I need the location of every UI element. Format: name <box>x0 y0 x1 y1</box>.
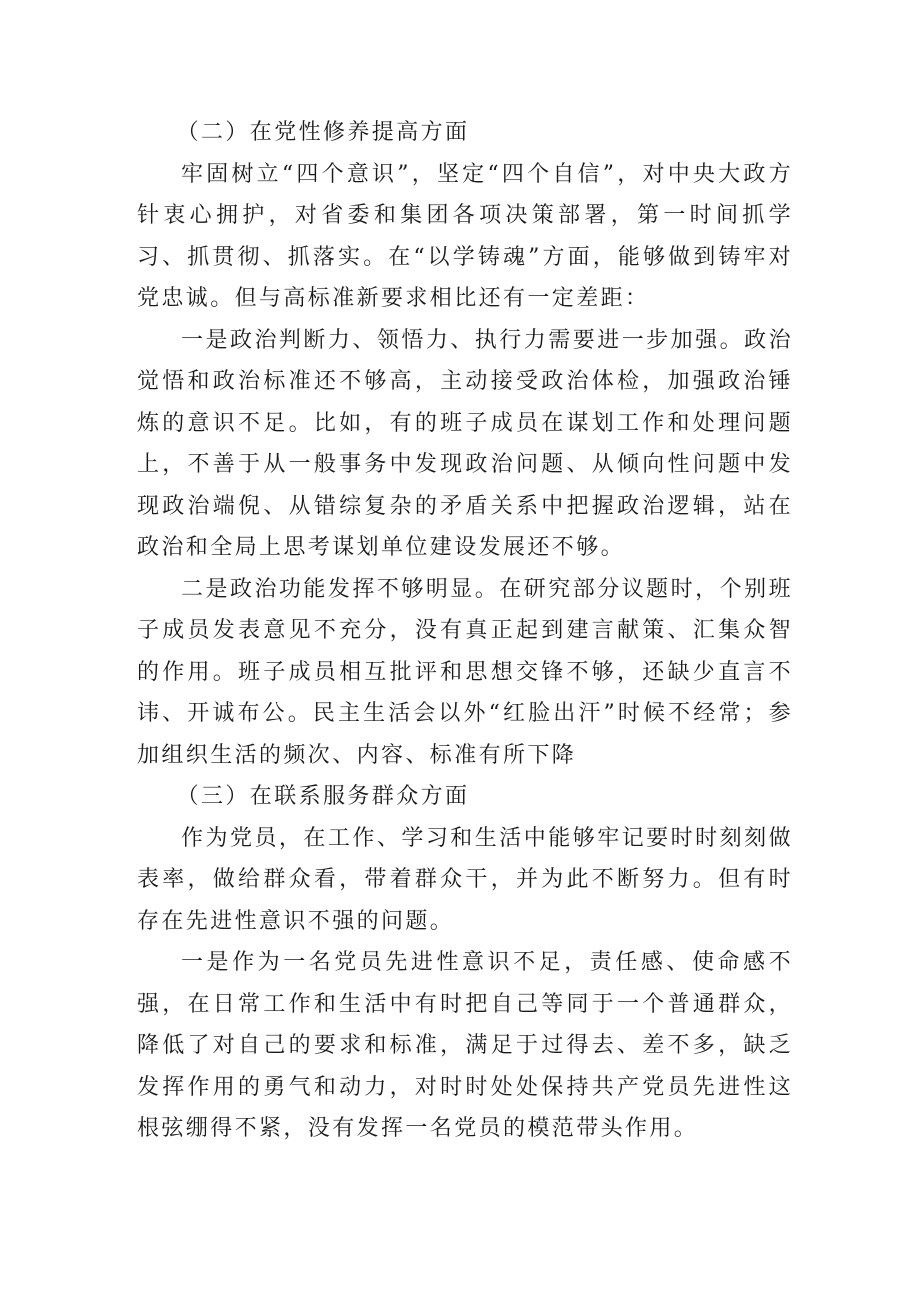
section-heading-party-spirit: （二）在党性修养提高方面 <box>176 120 470 145</box>
paragraph-vanguard-awareness: 一是作为一名党员先进性意识不足，责任感、使命感不强，在日常工作和生活中有时把自己等同于一个普通群众，降低了对自己的要求和标准，满足于过得去、差不多，缺乏发挥作用的勇气和动力，对时时处处保持共产党员先进性这根弦绷得不紧，没有发挥一名党员的模范带头作用。 <box>137 950 793 1141</box>
paragraph-political-judgment: 一是政治判断力、领悟力、执行力需要进一步加强。政治觉悟和政治标准还不够高，主动接受政治体检，加强政治锤炼的意识不足。比如，有的班子成员在谋划工作和处理问题上，不善于从一般事务中发现政治问题、从倾向性问题中发现政治端倪、从错综复杂的矛盾关系中把握政治逻辑，站在政治和全局上思考谋划单位建设发展还不够。 <box>137 327 793 560</box>
paragraph-four-consciousness: 牢固树立“四个意识”，坚定“四个自信”，对中央大政方针衷心拥护，对省委和集团各项决策部署，第一时间抓学习、抓贯彻、抓落实。在“以学铸魂”方面，能够做到铸牢对党忠诚。但与高标准新要求相比还有一定差距： <box>137 161 793 311</box>
document-body <box>137 112 793 1150</box>
section-heading-serving-masses: （三）在联系服务群众方面 <box>176 784 470 809</box>
paragraph-as-party-member: 作为党员，在工作、学习和生活中能够牢记要时时刻刻做表率，做给群众看，带着群众干，并为此不断努力。但有时存在先进性意识不强的问题。 <box>137 825 793 934</box>
paragraph-political-function: 二是政治功能发挥不够明显。在研究部分议题时，个别班子成员发表意见不充分，没有真正起到建言献策、汇集众智的作用。班子成员相互批评和思想交锋不够，还缺少直言不讳、开诚布公。民主生活会以外“红脸出汗”时候不经常；参加组织生活的频次、内容、标准有所下降 <box>137 576 793 768</box>
